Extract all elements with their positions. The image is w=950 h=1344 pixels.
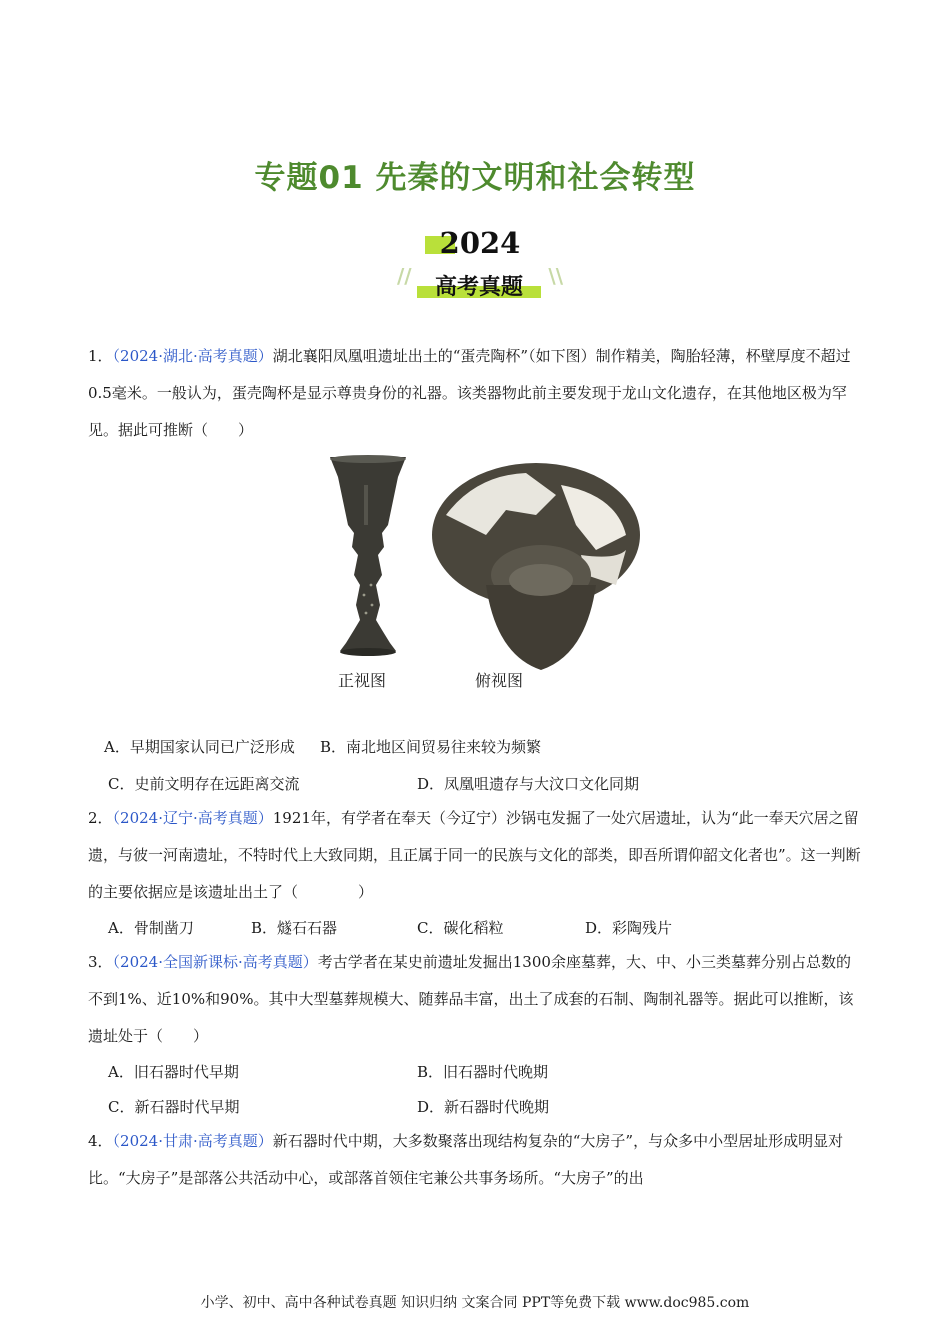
option-c[interactable]: C．史前文明存在远距离交流	[108, 775, 300, 793]
badge-label: 高考真题	[434, 275, 523, 300]
option-b[interactable]: B．旧石器时代晚期	[417, 1063, 549, 1081]
question-1	[88, 338, 863, 449]
question-source: （2024·湖北·高考真题）	[112, 347, 273, 365]
question-number: 2．	[88, 809, 113, 827]
option-d[interactable]: D．彩陶残片	[585, 919, 673, 937]
question-number: 4．	[88, 1132, 113, 1150]
question-source: （2024·辽宁·高考真题）	[112, 809, 273, 827]
question-2	[88, 800, 863, 911]
year-badge	[395, 226, 565, 306]
caption-front-view: 正视图	[338, 671, 387, 690]
cup-front-view-image	[330, 455, 406, 656]
option-b[interactable]: B．燧石石器	[251, 919, 338, 937]
caption-top-view: 俯视图	[475, 671, 524, 690]
badge-label-box	[417, 270, 541, 298]
option-c[interactable]: C．新石器时代早期	[108, 1098, 240, 1116]
page-title: 专题01 先秦的文明和社会转型	[254, 160, 696, 196]
option-b[interactable]: B．南北地区间贸易往来较为频繁	[320, 738, 542, 756]
badge-slash-right: \\	[548, 264, 563, 288]
question-source: （2024·甘肃·高考真题）	[112, 1132, 273, 1150]
option-c[interactable]: C．碳化稻粒	[417, 919, 504, 937]
question-text: 湖北襄阳凤凰咀遗址出土的“蛋壳陶杯”（如下图）制作精美，陶胎轻薄，杯壁厚度不超过0.5毫米。一般认为，蛋壳陶杯是显示尊贵身份的礼器。该类器物此前主要发现于龙山文化遗存，在其他地区极为罕见。据此可推断（ ）	[88, 347, 851, 439]
question-4	[88, 1123, 863, 1197]
eggshell-cup-photos	[326, 455, 646, 695]
cup-top-view-image	[432, 463, 640, 670]
question-number: 3．	[88, 953, 113, 971]
badge-slash-left: //	[397, 264, 412, 288]
option-d[interactable]: D．凤凰咀遗存与大汶口文化同期	[417, 775, 640, 793]
option-d[interactable]: D．新石器时代晚期	[417, 1098, 550, 1116]
option-a[interactable]: A．早期国家认同已广泛形成	[104, 738, 295, 756]
option-a[interactable]: A．旧石器时代早期	[108, 1063, 239, 1081]
question-text: 新石器时代中期，大多数聚落出现结构复杂的“大房子”，与众多中小型居址形成明显对比。“大房子”是部落公共活动中心，或部落首领住宅兼公共事务场所。“大房子”的出	[88, 1132, 844, 1187]
question-number: 1．	[88, 347, 113, 365]
question-text: 1921年，有学者在奉天（今辽宁）沙锅屯发掘了一处穴居遗址，认为“此一奉天穴居之留遗，与彼一河南遗址，不特时代上大致同期，且正属于同一的民族与文化的部类，即吾所谓仰韶文化者也”。这一判断的主要依据应是该遗址出土了（ ）	[88, 809, 861, 901]
question-text: 考古学者在某史前遗址发掘出1300余座墓葬，大、中、小三类墓葬分别占总数的不到1%、近10%和90%。其中大型墓葬规模大、随葬品丰富，出土了成套的石制、陶制礼器等。据此可以推断，该遗址处于（ ）	[88, 953, 854, 1045]
option-a[interactable]: A．骨制凿刀	[108, 919, 194, 937]
question-3	[88, 944, 863, 1055]
page-footer: 小学、初中、高中各种试卷真题 知识归纳 文案合同 PPT等免费下载 www.doc985.com	[200, 1295, 750, 1311]
question-source: （2024·全国新课标·高考真题）	[112, 953, 318, 971]
badge-year: 2024	[439, 226, 521, 260]
